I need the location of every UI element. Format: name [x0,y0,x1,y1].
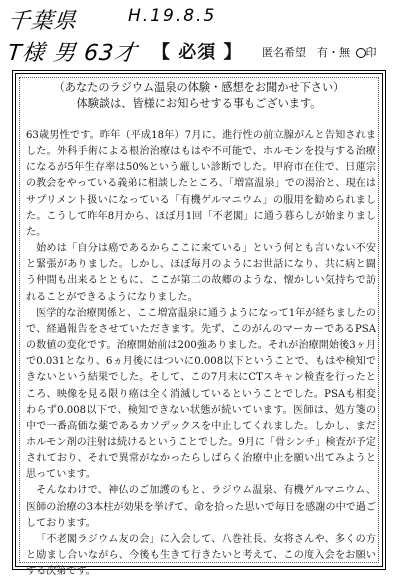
paragraph-4: そんなわけで、神仏のご加護のもと、ラジウム温泉、有機ゲルマニウム、医師の治療の3本柱が効果を挙げて、命を拾った思いで毎日を感謝の中で過ごしております。 [26,485,376,529]
paragraph-3: 医学的な治療関係と、ここ増富温泉に通うようになって1年が経ちましたので、経過報告をさせていただきます。先ず、このがんのマーカーであるPSAの数値の変化です。治療開始前は200強ありました。それが治療開始後3ヶ月で0.031となり、6ヵ月後にはついに0.008以下ということで、もはや検知できないという結果でした。そして、この7月末にCTスキャン検査を行ったところ、映像を見る限り癌は全く消滅しているということでした。PSAも相変わらず0.008以下で、検知できない状態が続いています。医師は、処方箋の中で一番高価な薬であるカソデックスを中止してくれました。しかし、まだホルモン剤の注射は続けるということでした。9月に「骨シンチ」検査が予定されており、それで異常がなかったらしばらく治療中止を願い出てみようと思っています。 [26,307,376,481]
handwritten-prefecture: 千葉県 [6,9,79,34]
testimonial-body [26,128,376,580]
seal-circle-icon [356,48,366,58]
paragraph-1: 63歳男性です。昨年（平成18年）7月に、進行性の前立腺がんと告知されました。外科手術による根治治療はもはや不可能で、ホルモンを投与する治療になるが5年生存率は50%という厳しい診断でした。甲府市在住で、日蓮宗の教会をやっている義弟に相談したところ、「増富温泉」での湯治と、現在はサプリメント扱いになっている「有機ゲルマニウム」の服用を勧められました。こうして昨年8月から、ほぼ月1回「不老閣」に通う暮らしが始まりました。 [26,130,376,238]
paragraph-2: 始めは「自分は癌であるからここに来ている」という何とも言いない不安と緊張がありました。しかし、ほぼ毎月のようにお世話になり、共に病と闘う仲間も出来るとともに、ここが第二の故郷のような、懐かしい気持ちで訪れることができるようになりました。 [26,243,376,303]
handwritten-name: T様 男 63才 [6,41,139,66]
seal-label: 印 [365,46,377,59]
handwritten-date: H.19.8.5 [128,6,217,26]
intro-block [18,80,380,112]
anonymity-label: 匿名希望 有・無 [262,46,350,59]
paragraph-5: 「不老閣ラジウム友の会」に入会して、八巻社長、女将さんや、多くの方と励まし合いながら、今後も生きて行きたいと考えて、この度入会をお願いする次第です。 [26,533,376,578]
intro-notice: 体験談は、皆様にお知らせする事もございます。 [76,97,322,110]
anonymity-option [262,44,377,60]
required-label: 【 必須 】 [152,42,243,63]
intro-request: （あなたのラジウム温泉の体験・感想をお聞かせ下さい） [53,81,345,94]
